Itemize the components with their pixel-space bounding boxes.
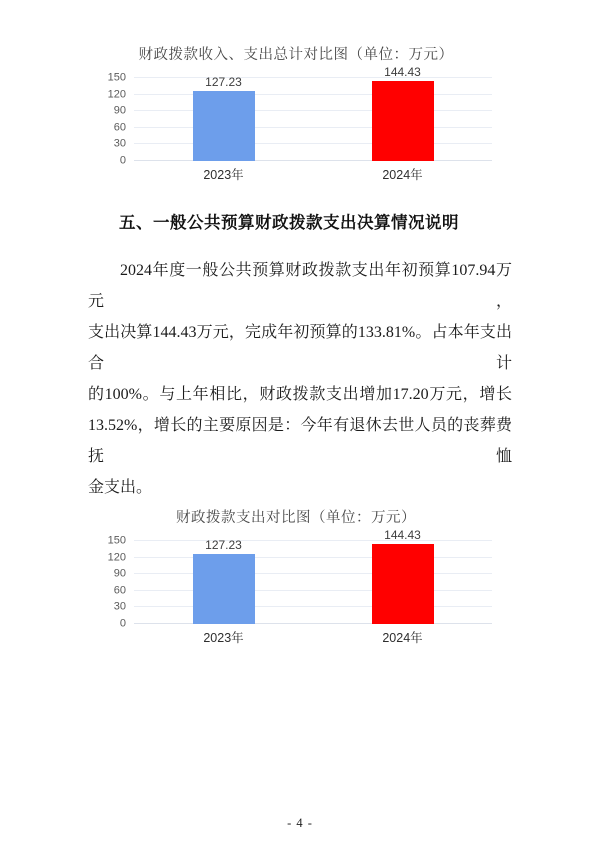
bar [193, 554, 255, 624]
section-heading: 五、一般公共预算财政拨款支出决算情况说明 [119, 214, 459, 232]
body-paragraph [88, 255, 512, 503]
y-tick-label: 150 [107, 534, 126, 547]
y-tick-label: 120 [107, 88, 126, 101]
y-tick-label: 90 [113, 104, 126, 117]
x-axis-label: 2024年 [382, 631, 423, 645]
bar-chart-canvas [100, 528, 492, 630]
paragraph-line: 2024年度一般公共预算财政拨款支出年初预算107.94万元， [88, 262, 512, 310]
bar-value-label: 144.43 [384, 65, 421, 80]
bar [372, 81, 434, 161]
bar-slot [134, 537, 313, 624]
y-tick-label: 30 [113, 137, 126, 150]
y-tick-label: 150 [107, 71, 126, 84]
y-axis [100, 71, 134, 167]
x-axis [134, 165, 492, 183]
bar [372, 544, 434, 624]
x-axis-label: 2023年 [203, 631, 244, 645]
bar-slot [134, 74, 313, 161]
bar-value-label: 127.23 [205, 74, 242, 89]
bar-value-label: 144.43 [384, 528, 421, 543]
bar-value-label: 127.23 [205, 537, 242, 552]
paragraph-line: 13.52%，增长的主要原因是：今年有退休去世人员的丧葬费抚恤 [88, 417, 512, 465]
bar-chart-canvas [100, 65, 492, 167]
paragraph-line: 的100%。与上年相比，财政拨款支出增加17.20万元，增长 [88, 386, 512, 403]
x-axis-label: 2024年 [382, 168, 423, 182]
chart-title: 财政拨款支出对比图（单位：万元） [176, 510, 416, 526]
y-tick-label: 120 [107, 551, 126, 564]
chart-expense-comparison [100, 506, 492, 646]
chart-total-comparison [100, 43, 492, 183]
plot-area [134, 528, 492, 624]
y-tick-label: 90 [113, 567, 126, 580]
x-axis [134, 628, 492, 646]
page-number: - 4 - [287, 816, 313, 830]
y-tick-label: 60 [113, 121, 126, 134]
bar-slot [313, 65, 492, 161]
chart-title: 财政拨款收入、支出总计对比图（单位：万元） [138, 47, 454, 63]
y-tick-label: 0 [119, 154, 126, 167]
bar-slot [313, 528, 492, 624]
paragraph-line: 金支出。 [88, 479, 153, 496]
plot-area [134, 65, 492, 161]
bar [193, 91, 255, 161]
y-tick-label: 30 [113, 600, 126, 613]
y-axis [100, 534, 134, 630]
y-tick-label: 0 [119, 617, 126, 630]
y-tick-label: 60 [113, 584, 126, 597]
x-axis-label: 2023年 [203, 168, 244, 182]
paragraph-line: 支出决算144.43万元，完成年初预算的133.81%。占本年支出合计 [88, 324, 512, 372]
